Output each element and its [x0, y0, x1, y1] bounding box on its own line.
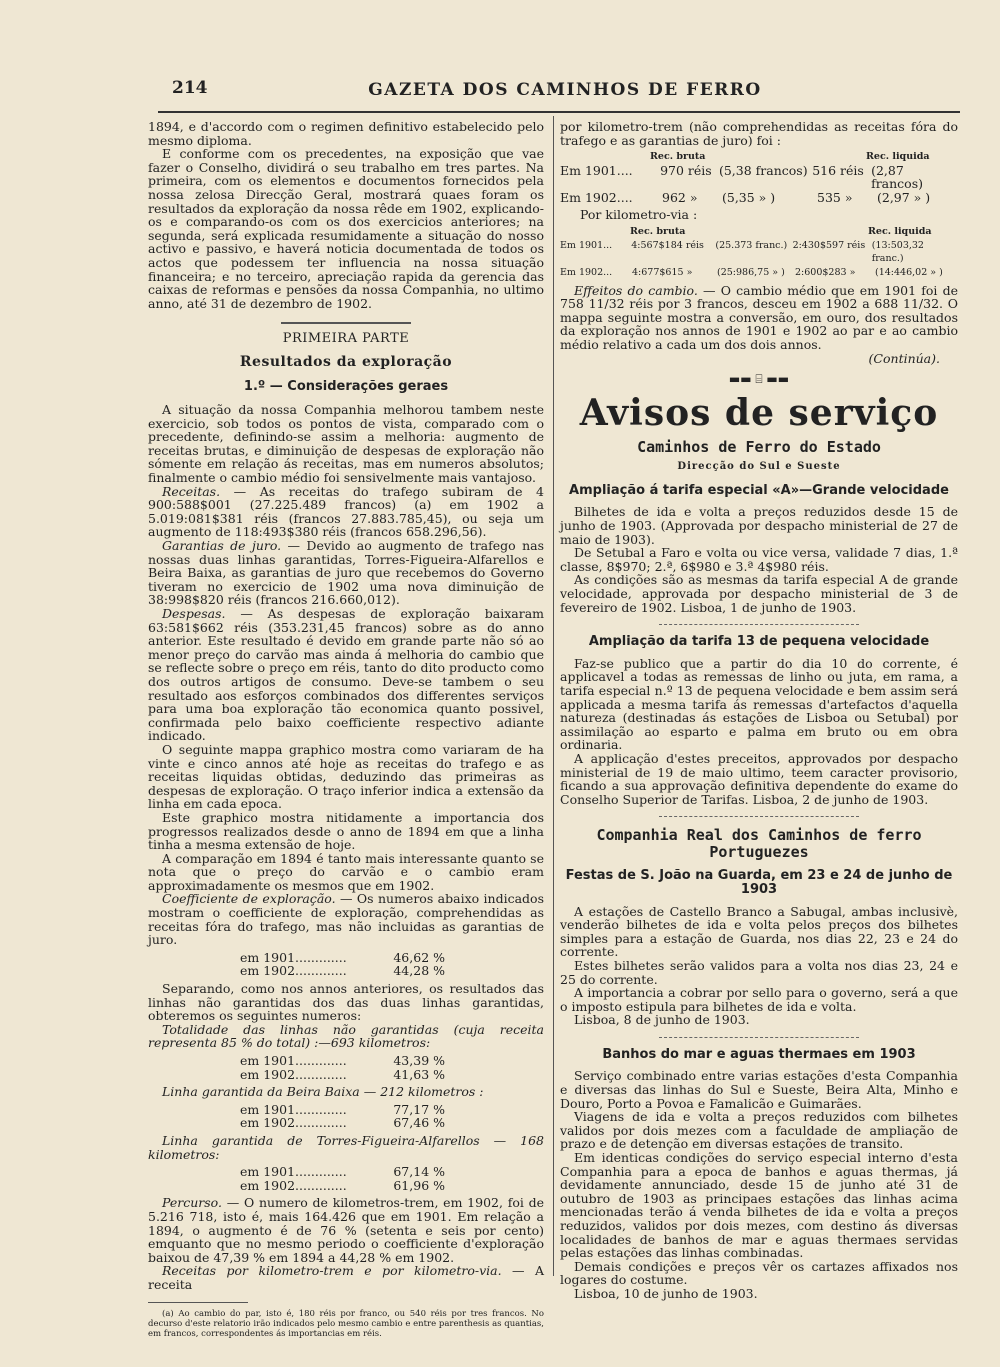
paragraph: Separando, como nos annos anteriores, os resultados das linhas não garantidas dos das duas linhas garantidas, obteremos os seguintes numeros:: [148, 981, 544, 1024]
paragraph: Lisboa, 8 de junho de 1903.: [574, 1012, 750, 1028]
paragraph-text: — As despesas de exploração baixaram 63:581$662 réis (353.231,45 francos) sobre as do anno anterior. Este resultado é devido em grande parte não só ao menor preço do carvão mas ainda á melhoria do cambio que se reflecte sobre o preço em réis, tanto do dito producto como dos outros artigos de consumo. Deve-se tambem o seu resultado aos esforços combinados dos differentes serviços para uma boa exploração tão economica quanto possivel, confirmada pelo baixo coefficiente respectivo adiante indicado.: [148, 606, 544, 744]
run-in-label: Percurso.: [162, 1195, 222, 1211]
cell: (5,38 francos): [718, 162, 808, 178]
divider: [281, 322, 411, 324]
row-value: 46,62 %: [393, 949, 445, 965]
run-in-label: Coefficiente de exploração.: [162, 891, 336, 907]
torres-table: [148, 1165, 544, 1192]
row-label: em 1901.............: [240, 1101, 347, 1117]
footnote-rule: [148, 1302, 248, 1303]
subsection-title: 1.º — Considerações geraes: [243, 378, 449, 394]
row-value: 67,46 %: [393, 1115, 445, 1131]
row-label: Em 1901...: [560, 239, 613, 251]
continued-note: (Continúa).: [868, 350, 940, 366]
totalidade-table: [148, 1054, 544, 1081]
table-row: [240, 951, 445, 965]
km-via-table: [560, 225, 958, 279]
run-in-label: Totalidade das linhas não garantidas: [162, 1021, 439, 1037]
divider: [659, 624, 859, 625]
paragraph: O seguinte mappa graphico mostra como variaram de ha vinte e cinco annos até hoje as receitas do trafego e as receitas liquidas obtidas, deduzindo das primeiras as despesas de exploração. O traço inferior indica a extensão da linha em cada epoca.: [148, 741, 544, 812]
run-in-label: Receitas por kilometro-trem e por kilometro-via.: [162, 1263, 502, 1279]
paragraph-text: — Os numeros abaixo indicados mostram o coefficiente de exploração, comprehendidas as receitas fóra do trafego, mas não incluidas as garantias de juro.: [148, 891, 544, 948]
row-value: 44,28 %: [393, 963, 445, 979]
paragraph: Serviço combinado entre varias estações d'esta Companhia e diversas das linhas do Sul e Sueste, Beira Alta, Minho e Douro, Porto a Povoa e Famalicão e Guimarães.: [560, 1068, 958, 1111]
company-heading: Companhia Real dos Caminhos de ferro Portuguezes: [596, 826, 922, 862]
table-row: [560, 239, 958, 266]
table-row: [240, 1068, 445, 1082]
paragraph-text: (cuja receita representa 85 % do total) :—693 kilometros:: [148, 1021, 545, 1051]
run-in-label: Receitas.: [162, 483, 221, 499]
footnote: (a) Ao cambio do par, isto é, 180 réis por franco, ou 540 réis por tres francos. No decurso d'este relatorio irão indicados pelo mesmo cambio e entre parenthesis as quantias, em francos, correspondentes ás importancias em réis.: [148, 1308, 544, 1339]
paragraph: [148, 485, 544, 539]
notice-title: Banhos do mar e aguas thermaes em 1903: [602, 1046, 916, 1062]
paragraph: Este graphico mostra nitidamente a importancia dos progressos realizados desde o anno de 1894 em que a linha tinha a mesma extensão de hoje.: [148, 809, 544, 853]
row-label: Em 1902....: [560, 189, 633, 205]
paragraph: Viagens de ida e volta a preços reduzidos com bilhetes validos por dois mezes com a faculdade de ampliação de prazo e de detenção em diversas estações de transito.: [560, 1109, 958, 1152]
paragraph: Faz-se publico que a partir do dia 10 do corrente, é applicavel a todas as remessas de linho ou juta, em rama, a tarifa especial n.º 13 de pequena velocidade e bem assim será applicada a mesma tarifa ás remessas d'artefactos d'aquella natureza (destinadas ás estações de Lisboa ou Setubal) por assimilação ao esparto e palma em bruto ou em obra ordinaria.: [560, 655, 958, 753]
notice-title: Ampliação da tarifa 13 de pequena velocidade: [588, 634, 930, 650]
section-masthead: Avisos de serviço: [579, 391, 939, 434]
divider: [659, 816, 859, 817]
paragraph-text: — A receita: [148, 1263, 544, 1292]
row-label: Em 1902...: [560, 266, 613, 278]
cell: (25.373 franc.): [715, 239, 788, 251]
paragraph-text: — O numero de kilometros-trem, em 1902, foi de 5.216 718, isto é, mais 164.426 que em 1901. Em relação a 1894, o augmento é de 76 % (setenta e seis por cento) emquanto que no mesmo periodo o coefficiente d'exploração baixou de 47,39 % em 1894 a 44,28 % em 1902.: [148, 1195, 544, 1265]
row-label: em 1902.............: [240, 1115, 347, 1131]
paragraph: Em identicas condições do serviço especial interno d'esta Companhia para a epoca de banhos e aguas thermas, já devidamente annunciado, desde 15 de junho até 31 de outubro de 1903 as principaes estações das linhas acima mencionadas terão á venda bilhetes de ida e volta a preços reduzidos, validos por dois mezes, com destino ás diversas localidades de banhos de mar e aguas thermaes servidas pelas estações das linhas combinadas.: [560, 1150, 958, 1261]
paragraph: Bilhetes de ida e volta a preços reduzidos desde 15 de junho de 1903. (Approvada por despacho ministerial de 27 de maio de 1903).: [560, 504, 958, 547]
table-row: [240, 1103, 445, 1117]
paragraph: [148, 1264, 544, 1291]
cell: 535 »: [817, 189, 853, 205]
column-divider: [553, 116, 554, 1276]
subheading: Linha garantida da Beira Baixa — 212 kilometros :: [162, 1084, 484, 1100]
cell: 2:430$597 réis: [792, 239, 866, 251]
cell: (2,97 » ): [877, 189, 931, 205]
cell: 516 réis: [812, 162, 864, 178]
row-label: em 1901.............: [240, 1053, 347, 1068]
paragraph: De Setubal a Faro e volta ou vice versa, validade 7 dias, 1.ª classe, 8$970; 2.ª, 6$980 e 3.ª 4$980 réis.: [560, 545, 958, 574]
cell: (5,35 » ): [722, 189, 776, 205]
paragraph: 1894, e d'accordo com o regimen definitivo estabelecido pelo mesmo diploma.: [148, 119, 544, 148]
cell: 2:600$283 »: [795, 266, 856, 278]
paragraph: Por kilometro-via :: [580, 206, 698, 222]
paragraph: A comparação em 1894 é tanto mais interessante quanto se nota que o preço do carvão e o cambio eram approximadamente os mesmos que em 1902.: [148, 850, 544, 893]
cell: 962 »: [662, 189, 698, 205]
row-label: em 1901.............: [240, 1164, 347, 1180]
table-row: [240, 964, 445, 978]
table-row: [240, 1054, 445, 1068]
row-value: 41,63 %: [393, 1066, 445, 1082]
coef-table: [148, 951, 544, 978]
table-row: [240, 1179, 445, 1193]
paragraph: [560, 284, 958, 352]
notice-title: Ampliação á tarifa especial «A»—Grande velocidade: [569, 482, 949, 498]
cell: 970 réis: [660, 162, 712, 178]
run-in-label: Despesas.: [162, 606, 226, 621]
paragraph: A situação da nossa Companhia melhorou tambem neste exercicio, sob todos os pontos de vista, comparado com o precedente, definindo-se assim a melhoria: augmento de receitas brutas, e diminuição de despesas de exploração não sómente em relação ás receitas, mas em numeros absolutos; finalmente o cambio médio foi sensivelmente mais vantajoso.: [148, 402, 544, 486]
paragraph: [148, 1023, 544, 1050]
table-header: [560, 225, 958, 239]
cell: (2,87 francos): [871, 162, 923, 192]
part-heading: PRIMEIRA PARTE: [282, 331, 410, 347]
division-heading: Direcção do Sul e Sueste: [677, 461, 841, 473]
table-header: [560, 150, 958, 164]
company-heading: Caminhos de Ferro do Estado: [637, 437, 881, 456]
paragraph: Estes bilhetes serão validos para a volta nos dias 23, 24 e 25 do corrente.: [560, 957, 958, 987]
paragraph: [148, 539, 544, 607]
cell: 4:567$184 réis: [631, 239, 704, 251]
row-value: 43,39 %: [393, 1053, 445, 1068]
row-value: 67,14 %: [393, 1164, 445, 1180]
paragraph: E conforme com os precedentes, na exposição que vae fazer o Conselho, dividirá o seu trabalho em tres partes. Na primeira, com os elementos e documentos fornecidos pela nossa zelosa Direcção Geral, mostrará quaes foram os resultados da exploração da nossa rêde em 1902, explicando-os e comparando-os com os dos exercicios anteriores; na segunda, será explicada resumidamente a situação do nosso activo e passivo, e haverá noticia documentada de todos os actos que podessem ter influencia na nossa situação financeira; e no terceiro, apreciação rapida da gerencia das caixas de reformas e pensões da nossa Companhia, no ultimo anno, até 31 de dezembro de 1902.: [148, 146, 544, 311]
paragraph: As condições são as mesmas da tarifa especial A de grande velocidade, approvada por despacho ministerial de 3 de fevereiro de 1902. Lisboa, 1 de junho de 1903.: [560, 572, 958, 615]
paragraph: por kilometro-trem (não comprehendidas as receitas fóra do trafego e as garantias de juro) foi :: [560, 119, 958, 148]
table-row: [240, 1116, 445, 1130]
left-column: [148, 120, 544, 1339]
paragraph: [148, 607, 544, 743]
row-label: em 1902.............: [240, 963, 347, 979]
page-header: [170, 78, 960, 108]
paragraph-text: — Devido ao augmento de trafego nas nossas duas linhas garantidas, Torres-Figueira-Alfarellos e Beira Baixa, as garantias de juro que recebemos do Governo tiveram no exercicio de 1902 uma nova diminuição de 38:998$820 réis (francos 216.660,012).: [148, 538, 544, 608]
paragraph: Lisboa, 10 de junho de 1903.: [574, 1285, 758, 1301]
row-value: 77,17 %: [393, 1101, 445, 1117]
paragraph-text: — O cambio médio que em 1901 foi de 758 11/32 réis por 3 francos, desceu em 1902 a 688 11/32. O mappa seguinte mostra a conversão, em ouro, dos resultados da exploração nos annos de 1901 e 1902 ao par e ao cambio médio relativo a cada um dos dois annos.: [560, 282, 958, 352]
cell: 4:677$615 »: [632, 266, 693, 278]
table-row: [560, 266, 958, 280]
paragraph-text: — As receitas do trafego subiram de 4 900:588$001 (27.225.489 francos) (a) em 1902 a 5.019:081$381 réis (francos 27.883.785,45), ou seja um augmento de 118:493$380 réis (francos 658.296,56).: [148, 483, 544, 540]
km-trem-table: [560, 150, 958, 204]
beira-table: [148, 1103, 544, 1130]
row-value: 61,96 %: [393, 1177, 445, 1193]
subheading: Linha garantida de Torres-Figueira-Alfarellos — 168 kilometros:: [148, 1132, 544, 1162]
paragraph: Demais condições e preços vêr os cartazes affixados nos logares do costume.: [560, 1258, 958, 1288]
paragraph: A importancia a cobrar por sello para o governo, será a que o imposto estipula para bilhetes de ida e volta.: [560, 985, 958, 1014]
header-rule: [158, 111, 960, 113]
table-row: [240, 1165, 445, 1179]
cell: (13:503,32 franc.): [871, 239, 924, 265]
column-header: Rec. liquida: [866, 151, 930, 163]
paragraph: A estações de Castello Branco a Sabugal, ambas inclusivè, venderão bilhetes de ida e volta pelos preços dos bilhetes simples para a estação de Guarda, nos dias 22, 23 e 24 do corrente.: [560, 903, 958, 960]
row-label: em 1902.............: [240, 1066, 347, 1082]
page-number: 214: [172, 78, 208, 98]
right-column: [560, 120, 958, 1301]
row-label: em 1902.............: [240, 1177, 347, 1193]
run-in-label: Effeitos do cambio.: [574, 282, 698, 298]
table-row: [560, 191, 958, 205]
publication-title: GAZETA DOS CAMINHOS DE FERRO: [368, 80, 762, 100]
cell: (14:446,02 » ): [875, 266, 943, 278]
paragraph: [148, 1196, 544, 1264]
notice-title: Festas de S. João na Guarda, em 23 e 24 de junho de 1903: [565, 868, 953, 897]
paragraph: A applicação d'estes preceitos, approvados por despacho ministerial de 19 de maio ultimo, teem caracter provisorio, ficando a sua approvação definitiva dependente do exame do Conselho Superior de Tarifas. Lisboa, 2 de junho de 1903.: [560, 750, 958, 807]
column-header: Rec. bruta: [650, 151, 706, 163]
column-header: Rec. bruta: [630, 226, 686, 238]
divider: [659, 1037, 859, 1038]
section-title: Resultados da exploração: [239, 353, 453, 370]
paragraph: [148, 892, 544, 946]
column-header: Rec. liquida: [868, 226, 932, 238]
ornament-icon: ▬▬ ⌸ ▬▬: [728, 372, 790, 387]
run-in-label: Garantias de juro.: [162, 538, 282, 554]
row-label: Em 1901....: [560, 162, 633, 178]
cell: (25:986,75 » ): [717, 266, 785, 278]
table-row: [560, 164, 958, 191]
row-label: em 1901.............: [240, 949, 347, 965]
